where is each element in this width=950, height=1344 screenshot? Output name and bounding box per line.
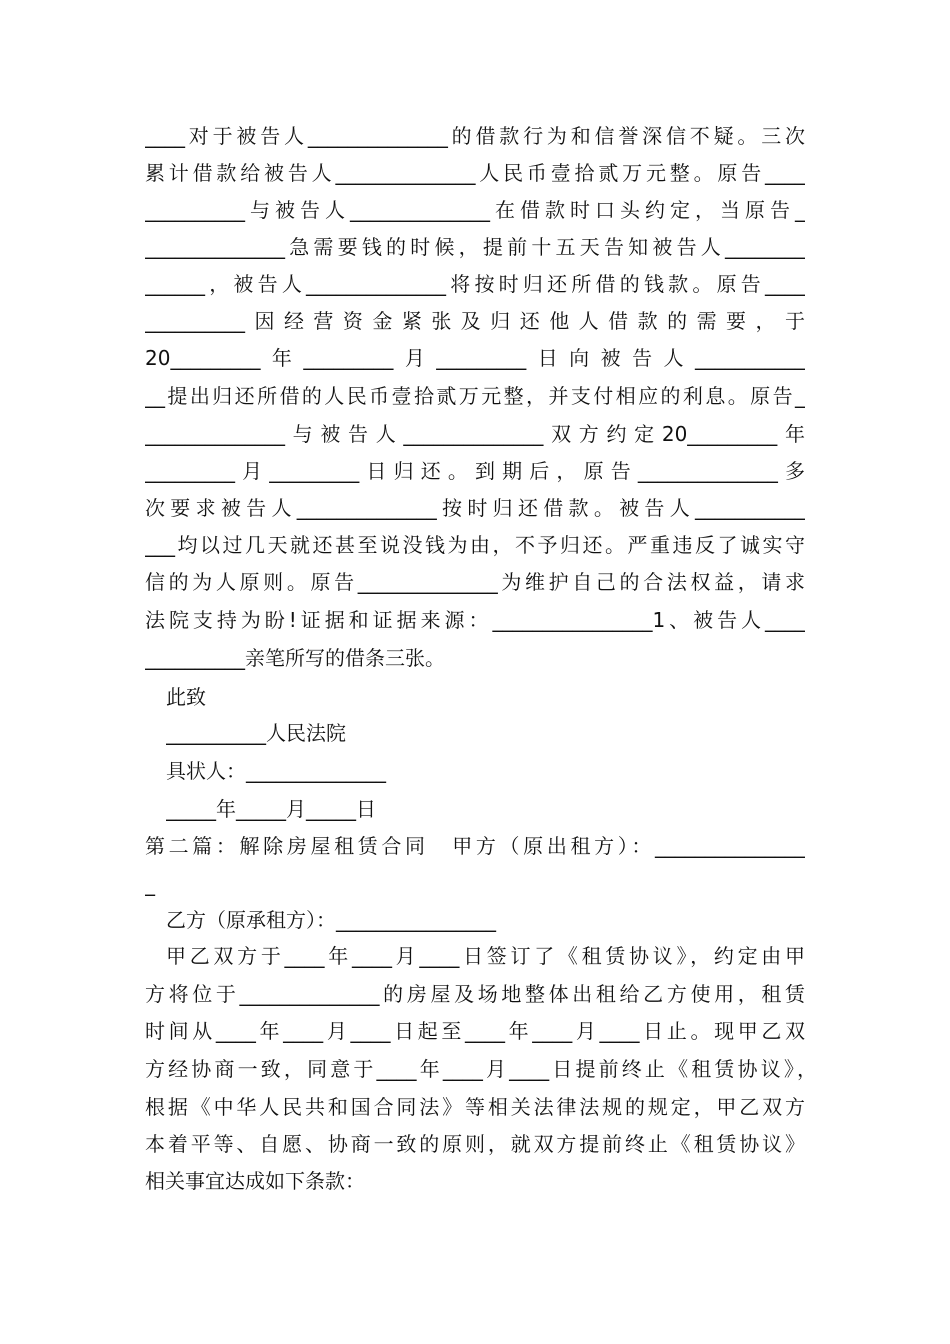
paragraph-line: 根据《中华人民共和国合同法》等相关法律法规的规定，甲乙双方: [145, 1095, 805, 1119]
paragraph-line: __________与被告人______________在借款时口头约定，当原告_: [145, 198, 805, 222]
salutation-line: 此致: [166, 685, 206, 709]
paragraph-line: 方经协商一致，同意于____年____月____日提前终止《租赁协议》，: [145, 1057, 817, 1081]
paragraph-line: ______，被告人______________将按时归还所借的钱款。原告____: [145, 272, 805, 296]
paragraph-line: __________因经营资金紧张及归还他人借款的需要，于: [145, 309, 805, 333]
section-heading-continuation: _: [145, 872, 155, 896]
paragraph-line: __提出归还所借的人民币壹拾贰万元整，并支付相应的利息。原告_: [145, 384, 805, 408]
paragraph-line: 20_________年_________月_________日向被告人___________: [145, 346, 805, 370]
paragraph-line: ______________与被告人______________双方约定20_________年: [145, 422, 805, 446]
paragraph-line: 次要求被告人______________按时归还借款。被告人___________: [145, 496, 805, 520]
paragraph-line: 累计借款给被告人______________人民币壹拾贰万元整。原告____: [145, 161, 805, 185]
date-line: _____年_____月_____日: [166, 797, 376, 821]
paragraph-line: ____对于被告人______________的借款行为和信誉深信不疑。三次: [145, 124, 805, 148]
paragraph-line: 信的为人原则。原告______________为维护自己的合法权益，请求: [145, 570, 805, 594]
court-line: __________人民法院: [166, 721, 346, 745]
paragraph-line: __________亲笔所写的借条三张。: [145, 646, 445, 670]
paragraph-line: ___均以过几天就还甚至说没钱为由，不予归还。严重违反了诚实守: [145, 533, 805, 557]
section-heading-line: 第二篇：解除房屋租赁合同 甲方（原出租方）：_______________: [145, 834, 805, 858]
paragraph-line: 甲乙双方于____年____月____日签订了《租赁协议》，约定由甲: [166, 944, 805, 968]
paragraph-line: 法院支持为盼!证据和证据来源：________________1、被告人____: [145, 608, 805, 632]
paragraph-line: 方将位于______________的房屋及场地整体出租给乙方使用，租赁: [145, 982, 805, 1006]
paragraph-line: _________月_________日归还。到期后，原告______________多: [145, 459, 805, 483]
party-b-line: 乙方（原承租方）：________________: [166, 908, 496, 932]
plaintiff-signature-line: 具状人：______________: [166, 759, 386, 783]
paragraph-line: 时间从____年____月____日起至____年____月____日止。现甲乙双: [145, 1019, 805, 1043]
paragraph-line: 相关事宜达成如下条款：: [145, 1169, 365, 1193]
paragraph-line: ______________急需要钱的时候，提前十五天告知被告人________: [145, 235, 805, 259]
paragraph-line: 本着平等、自愿、协商一致的原则，就双方提前终止《租赁协议》: [145, 1132, 805, 1156]
